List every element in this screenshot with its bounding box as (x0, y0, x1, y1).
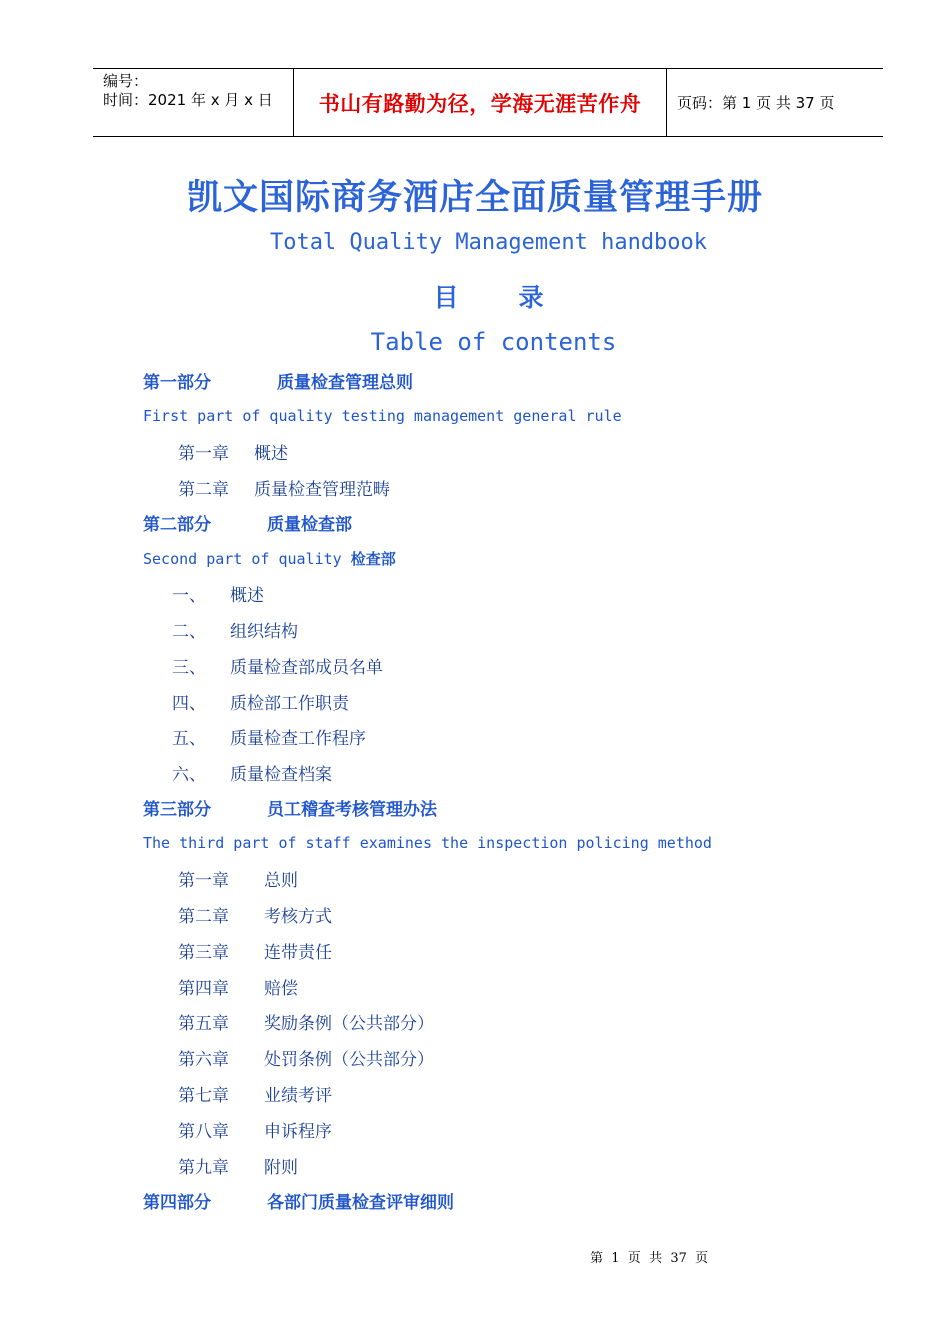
toc-item (178, 1117, 332, 1142)
item-key: 三、 (172, 658, 206, 678)
part-en-text: Second part of quality (143, 550, 351, 568)
toc-item (172, 617, 298, 642)
header-meta (93, 69, 294, 136)
header-motto: 书山有路勤为径，学海无涯苦作舟 (318, 91, 642, 116)
part-number: 第一部分 (143, 373, 211, 393)
item-label: 附则 (264, 1158, 298, 1178)
toc-item (178, 1009, 434, 1034)
toc-item (178, 974, 298, 999)
item-key: 第二章 (178, 480, 229, 500)
item-key: 一、 (172, 586, 206, 606)
item-label: 质量检查工作程序 (230, 729, 366, 749)
part-title: 员工稽查考核管理办法 (267, 800, 437, 820)
document-title-cn: 凯文国际商务酒店全面质量管理手册 (186, 178, 763, 218)
toc-part-1-en: First part of quality testing management general rule (143, 407, 622, 425)
part-title: 质量检查管理总则 (277, 373, 413, 393)
toc-item (178, 866, 298, 891)
part-number: 第三部分 (143, 800, 211, 820)
item-label: 赔偿 (264, 979, 298, 999)
item-key: 第一章 (178, 871, 229, 891)
item-key: 第一章 (178, 444, 229, 464)
item-label: 概述 (230, 586, 264, 606)
part-title: 质量检查部 (267, 515, 352, 535)
toc-item (172, 581, 264, 606)
part-title: 各部门质量检查评审细则 (267, 1193, 454, 1213)
item-label: 处罚条例（公共部分） (264, 1050, 434, 1070)
item-key: 第三章 (178, 943, 229, 963)
item-label: 质量检查档案 (230, 765, 332, 785)
item-key: 第七章 (178, 1086, 229, 1106)
toc-part-2 (143, 510, 352, 535)
header-page-cell (667, 69, 883, 136)
item-key: 六、 (172, 765, 206, 785)
header-number: 编号： (103, 72, 149, 90)
toc-item (172, 724, 366, 749)
toc-part-3-en: The third part of staff examines the inspection policing method (143, 834, 712, 852)
toc-heading-en: Table of contents (370, 328, 617, 356)
item-label: 质检部工作职责 (230, 694, 349, 714)
item-key: 五、 (172, 729, 206, 749)
toc-heading-char-1: 目 (433, 283, 459, 312)
item-label: 奖励条例（公共部分） (264, 1014, 434, 1034)
toc-item (178, 1045, 434, 1070)
document-title-en: Total Quality Management handbook (269, 230, 708, 255)
toc-item (178, 938, 332, 963)
item-label: 业绩考评 (264, 1086, 332, 1106)
toc-part-3 (143, 795, 437, 820)
toc-part-1 (143, 368, 413, 393)
part-en-cn: 检查部 (350, 550, 396, 568)
toc-item (172, 760, 332, 785)
part-number: 第四部分 (143, 1193, 211, 1213)
header-motto-cell (294, 69, 667, 136)
document-header (93, 68, 883, 137)
item-label: 申诉程序 (264, 1122, 332, 1142)
item-key: 第四章 (178, 979, 229, 999)
item-key: 四、 (172, 694, 206, 714)
item-label: 概述 (254, 444, 288, 464)
item-key: 第九章 (178, 1158, 229, 1178)
item-key: 第五章 (178, 1014, 229, 1034)
item-key: 第六章 (178, 1050, 229, 1070)
item-label: 考核方式 (264, 907, 332, 927)
toc-item (172, 653, 383, 678)
item-label: 总则 (264, 871, 298, 891)
toc-part-4 (143, 1188, 454, 1213)
header-page: 页码：第 1 页 共 37 页 (677, 94, 835, 112)
toc-heading-char-2: 录 (518, 283, 544, 312)
toc-item (172, 689, 349, 714)
toc-part-2-en (143, 548, 396, 569)
item-key: 第二章 (178, 907, 229, 927)
page-footer: 第 1 页 共 37 页 (590, 1251, 709, 1266)
item-key: 二、 (172, 622, 206, 642)
toc-item (178, 1081, 332, 1106)
toc-item (178, 902, 332, 927)
toc-item (178, 1153, 298, 1178)
toc-item (178, 475, 390, 500)
part-number: 第二部分 (143, 515, 211, 535)
item-key: 第八章 (178, 1122, 229, 1142)
toc-item (178, 439, 288, 464)
item-label: 质量检查部成员名单 (230, 658, 383, 678)
header-time: 时间：2021 年 x 月 x 日 (103, 91, 273, 109)
item-label: 质量检查管理范畴 (254, 480, 390, 500)
toc-heading-cn (0, 278, 950, 314)
item-label: 组织结构 (230, 622, 298, 642)
item-label: 连带责任 (264, 943, 332, 963)
